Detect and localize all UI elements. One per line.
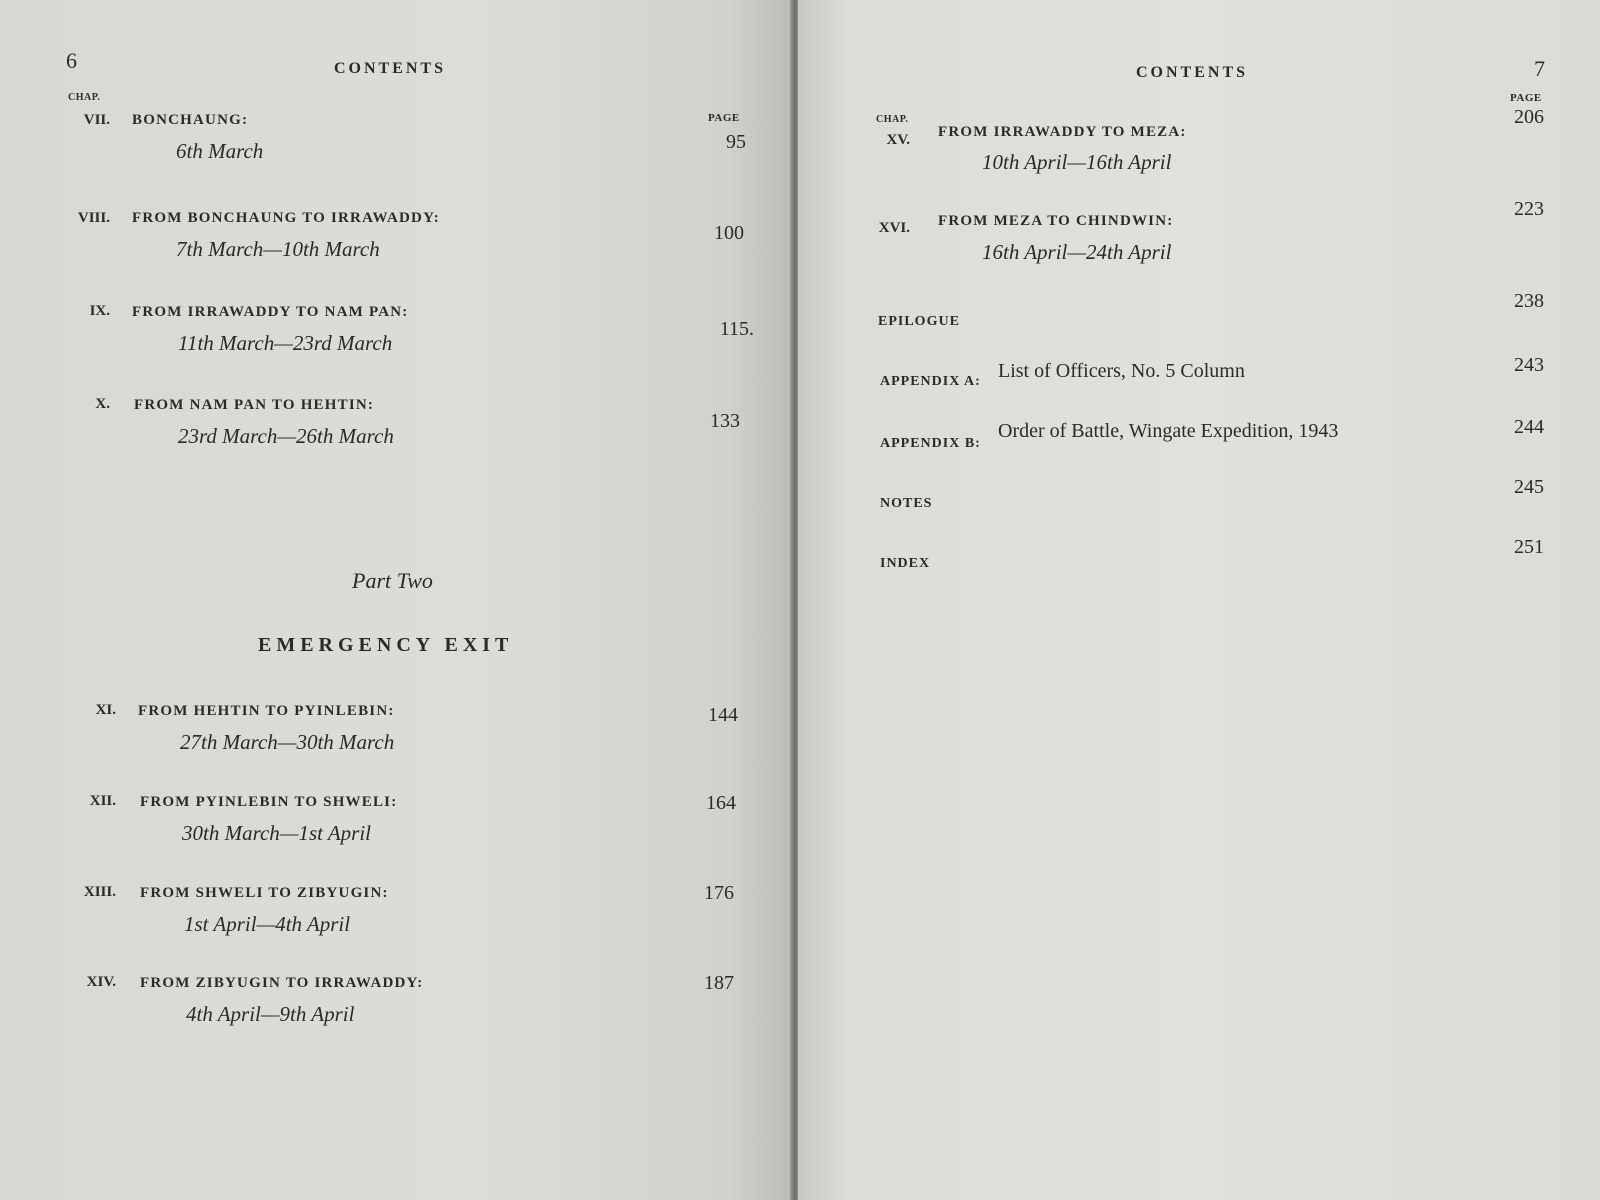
chapter-page: 223 (1514, 198, 1544, 220)
page-label-left: PAGE (708, 112, 740, 124)
chapter-title: FROM IRRAWADDY TO MEZA: (938, 124, 1187, 140)
page-number-left: 6 (66, 48, 77, 73)
page-label-right: PAGE (1510, 92, 1542, 104)
chapter-dates: 10th April—16th April (982, 150, 1172, 174)
chapter-dates: 23rd March—26th March (178, 424, 394, 448)
chapter-number: XII. (89, 793, 116, 809)
chapter-page: 176 (704, 882, 734, 904)
appendix-b-title: Order of Battle, Wingate Expedition, 1943 (998, 420, 1339, 442)
chapter-title: FROM ZIBYUGIN TO IRRAWADDY: (140, 975, 424, 991)
chapter-page: 115. (719, 318, 754, 340)
chapter-number: XI. (95, 702, 116, 718)
chapter-title: FROM PYINLEBIN TO SHWELI: (140, 794, 398, 810)
chapter-page: 164 (706, 792, 736, 814)
appendix-a-page: 243 (1514, 354, 1544, 376)
chapter-title: FROM HEHTIN TO PYINLEBIN: (138, 703, 395, 719)
appendix-b-label: APPENDIX B: (880, 436, 981, 451)
notes-page: 245 (1514, 476, 1544, 498)
running-head-right: CONTENTS (1136, 64, 1249, 81)
chapter-dates: 4th April—9th April (186, 1002, 355, 1026)
epilogue-page: 238 (1514, 290, 1544, 312)
part-label: Part Two (352, 568, 433, 593)
chapter-dates: 16th April—24th April (982, 240, 1172, 264)
index-page: 251 (1514, 536, 1544, 558)
notes-label: NOTES (880, 496, 933, 511)
chapter-number: VII. (83, 112, 110, 128)
chapter-title: FROM IRRAWADDY TO NAM PAN: (132, 304, 409, 320)
chapter-dates: 11th March—23rd March (178, 331, 393, 355)
page-number-right: 7 (1534, 56, 1545, 81)
chapter-dates: 1st April—4th April (184, 912, 351, 936)
part-title: EMERGENCY EXIT (258, 634, 514, 656)
chapter-number: XV. (886, 132, 910, 148)
index-label: INDEX (880, 556, 931, 571)
left-page (0, 0, 792, 1200)
chapter-title: FROM NAM PAN TO HEHTIN: (134, 397, 375, 413)
appendix-a-title: List of Officers, No. 5 Column (998, 360, 1245, 382)
appendix-a-label: APPENDIX A: (880, 374, 981, 389)
chapter-page: 206 (1514, 106, 1544, 128)
chapter-number: XIII. (83, 884, 116, 900)
chapter-title: FROM SHWELI TO ZIBYUGIN: (140, 885, 389, 901)
right-page (798, 0, 1600, 1200)
chapter-number: X. (95, 396, 110, 412)
chapter-dates: 27th March—30th March (180, 730, 395, 754)
chapter-title: FROM BONCHAUNG TO IRRAWADDY: (132, 210, 440, 226)
chapter-page: 100 (714, 222, 744, 244)
chapter-dates: 6th March (176, 139, 264, 163)
chap-label-left: CHAP. (68, 92, 101, 103)
chap-label-right: CHAP. (876, 114, 909, 125)
chapter-page: 144 (708, 704, 738, 726)
chapter-title: FROM MEZA TO CHINDWIN: (938, 213, 1174, 229)
chapter-number: XVI. (878, 220, 910, 236)
epilogue-label: EPILOGUE (878, 314, 960, 329)
chapter-number: IX. (89, 303, 110, 319)
chapter-title: BONCHAUNG: (132, 112, 249, 128)
chapter-dates: 30th March—1st April (182, 821, 372, 845)
chapter-number: VIII. (77, 210, 110, 226)
chapter-page: 133 (710, 410, 740, 432)
chapter-page: 95 (726, 131, 746, 153)
running-head-left: CONTENTS (334, 60, 447, 77)
chapter-dates: 7th March—10th March (176, 237, 380, 261)
chapter-page: 187 (704, 972, 734, 994)
appendix-b-page: 244 (1514, 416, 1544, 438)
chapter-number: XIV. (86, 974, 116, 990)
